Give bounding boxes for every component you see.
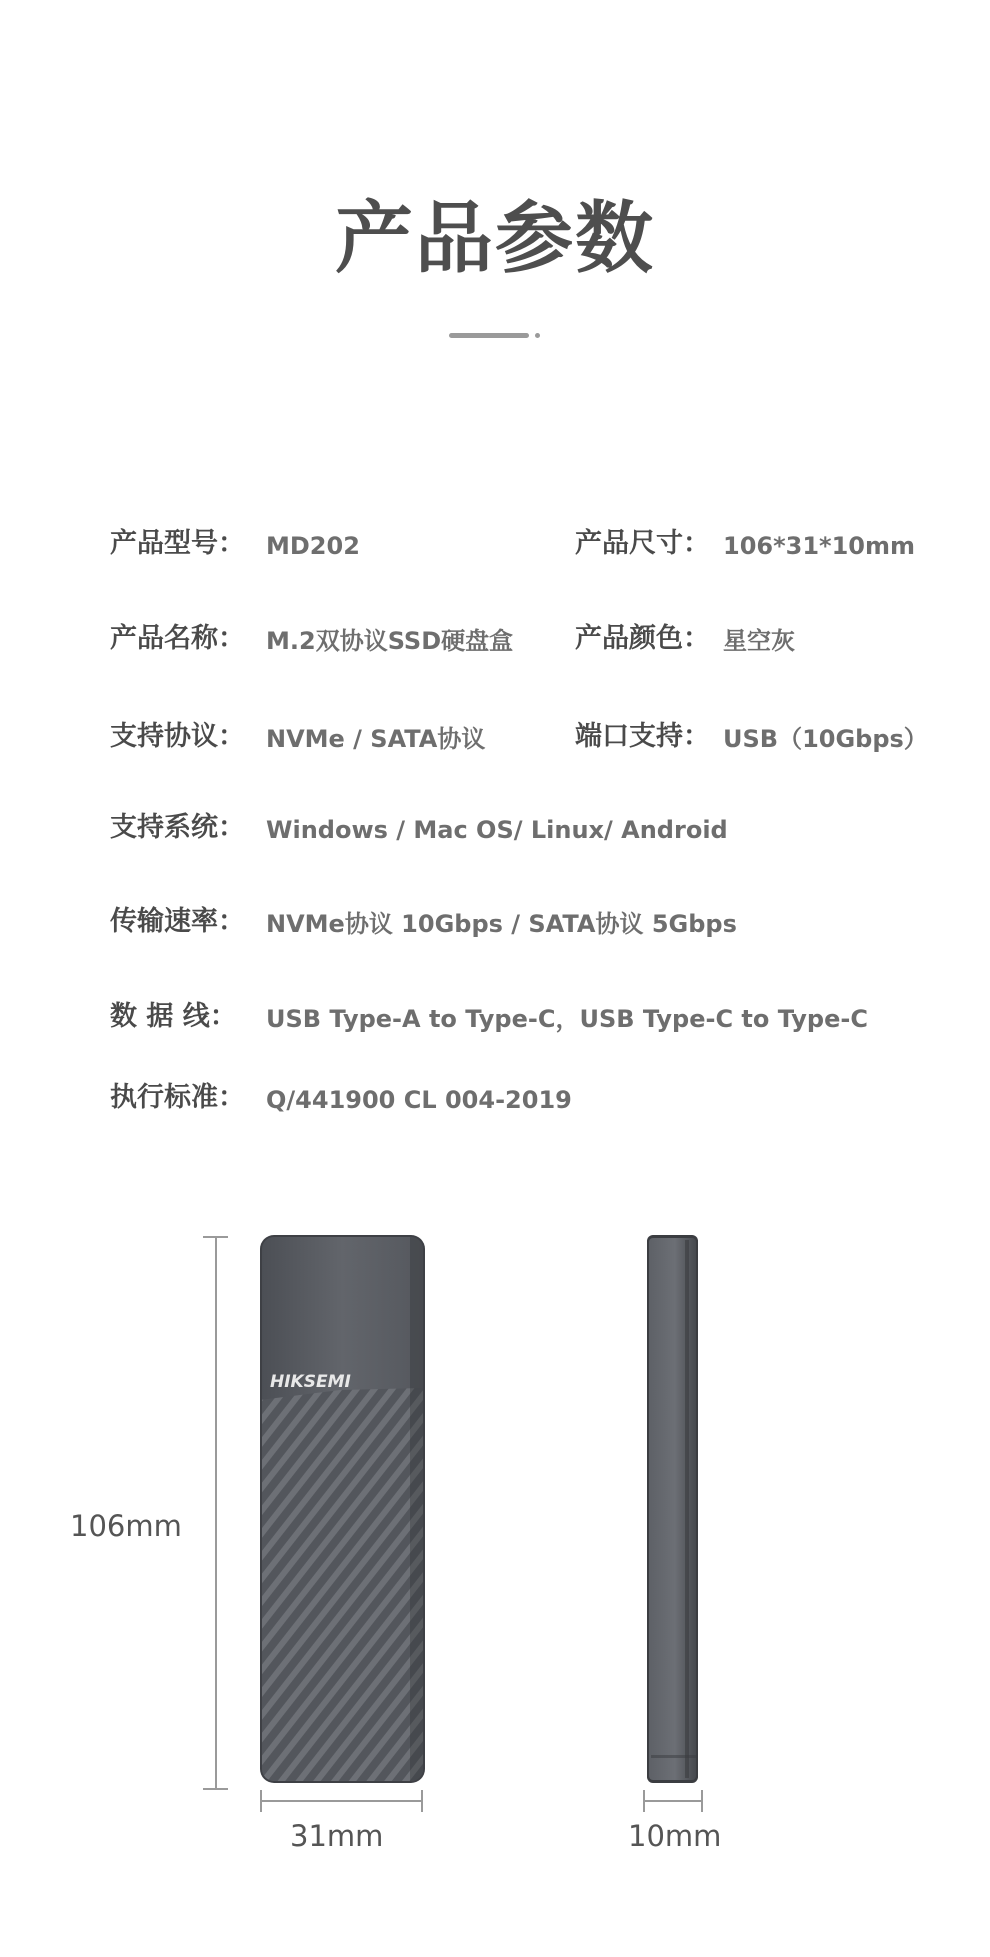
- enclosure-front-view: [260, 1235, 425, 1783]
- width-dimension-line: [260, 1800, 423, 1802]
- spec-label: 支持协议：: [110, 721, 245, 752]
- height-dimension-label: 106mm: [70, 1509, 182, 1543]
- spec-label: 传输速率：: [110, 906, 245, 937]
- spec-label: 数 据 线：: [110, 1001, 237, 1032]
- width-dimension-label: 31mm: [290, 1819, 384, 1853]
- depth-dimension-tick-left: [643, 1790, 645, 1812]
- spec-label: 执行标准：: [110, 1082, 245, 1113]
- spec-label: 产品尺寸：: [575, 528, 710, 559]
- spec-value: NVMe / SATA协议: [266, 725, 486, 753]
- spec-value: Q/441900 CL 004-2019: [266, 1086, 572, 1114]
- height-dimension-line: [215, 1237, 217, 1789]
- spec-value: M.2双协议SSD硬盘盒: [266, 627, 514, 655]
- spec-label: 产品型号：: [110, 528, 245, 559]
- spec-value: 星空灰: [723, 627, 795, 655]
- depth-dimension-tick-right: [701, 1790, 703, 1812]
- width-dimension-tick-right: [421, 1790, 423, 1812]
- height-dimension-tick-bottom: [203, 1788, 228, 1790]
- title-underline: [449, 333, 529, 338]
- width-dimension-tick-left: [260, 1790, 262, 1812]
- spec-label: 产品名称：: [110, 623, 245, 654]
- brand-logo-icon: HIKSEMI: [270, 1372, 351, 1392]
- enclosure-side-view: [645, 1235, 700, 1783]
- spec-value: NVMe协议 10Gbps / SATA协议 5Gbps: [266, 910, 737, 938]
- title-underline-dot: [535, 333, 540, 338]
- spec-value: MD202: [266, 532, 360, 560]
- page-title: 产品参数: [334, 194, 655, 284]
- spec-value: USB Type-A to Type-C，USB Type-C to Type-C: [266, 1005, 868, 1033]
- spec-value: Windows / Mac OS/ Linux/ Android: [266, 816, 728, 844]
- spec-value: 106*31*10mm: [723, 532, 916, 560]
- spec-label: 端口支持：: [575, 721, 710, 752]
- spec-label: 产品颜色：: [575, 623, 710, 654]
- depth-dimension-label: 10mm: [628, 1819, 722, 1853]
- spec-value: USB（10Gbps）: [723, 725, 928, 753]
- depth-dimension-line: [643, 1800, 703, 1802]
- enclosure-ribbed-texture: [260, 1388, 425, 1783]
- spec-label: 支持系统：: [110, 812, 245, 843]
- height-dimension-tick-top: [203, 1236, 228, 1238]
